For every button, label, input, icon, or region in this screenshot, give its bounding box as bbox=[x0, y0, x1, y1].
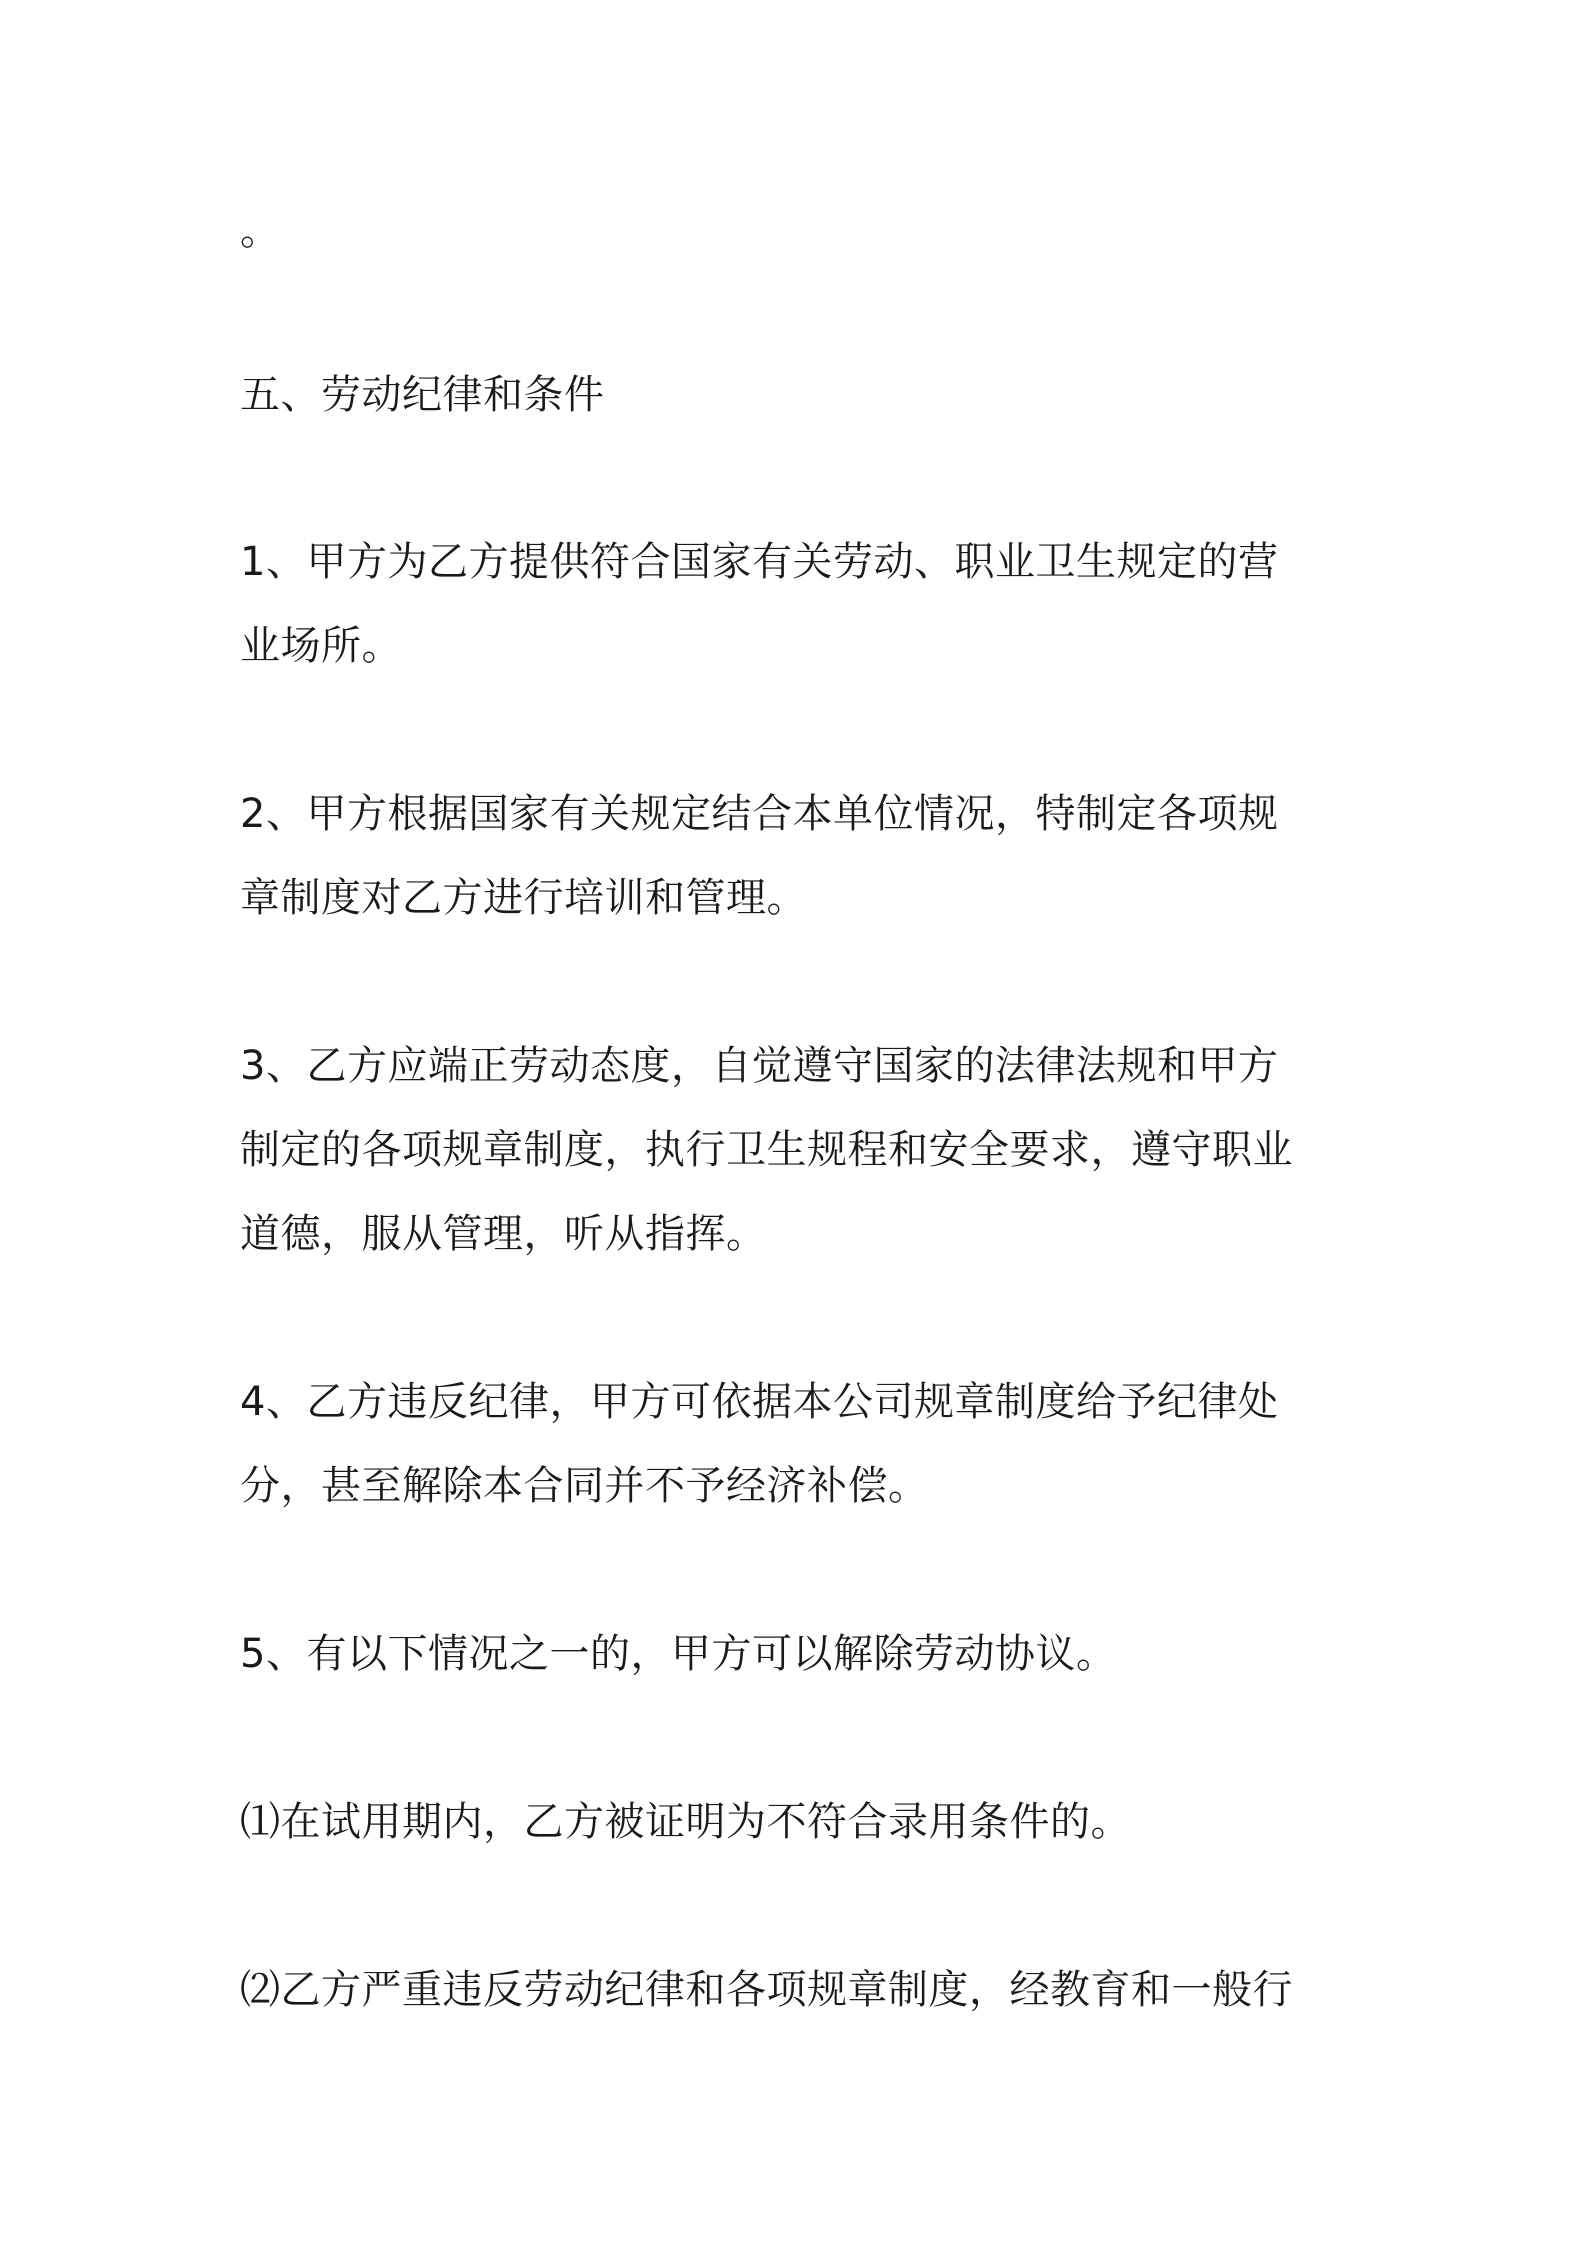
subclause-2-line-1: ⑵乙方严重违反劳动纪律和各项规章制度，经教育和一般行 bbox=[240, 1967, 1293, 2013]
section-heading: 五、劳动纪律和条件 bbox=[240, 372, 605, 418]
clause-5-line-1: 5、有以下情况之一的，甲方可以解除劳动协议。 bbox=[240, 1631, 1117, 1677]
clause-4-line-2: 分，甚至解除本合同并不予经济补偿。 bbox=[240, 1463, 929, 1509]
trailing-period: 。 bbox=[240, 208, 281, 254]
subclause-1-line-1: ⑴在试用期内，乙方被证明为不符合录用条件的。 bbox=[240, 1799, 1131, 1845]
clause-3-line-1: 3、乙方应端正劳动态度，自觉遵守国家的法律法规和甲方 bbox=[240, 1043, 1279, 1089]
clause-2-line-2: 章制度对乙方进行培训和管理。 bbox=[240, 875, 807, 921]
clause-1-line-2: 业场所。 bbox=[240, 623, 402, 669]
clause-3-line-2: 制定的各项规章制度，执行卫生规程和安全要求，遵守职业 bbox=[240, 1127, 1293, 1173]
clause-3-line-3: 道德，服从管理，听从指挥。 bbox=[240, 1211, 767, 1257]
clause-2-line-1: 2、甲方根据国家有关规定结合本单位情况，特制定各项规 bbox=[240, 791, 1279, 837]
clause-4-line-1: 4、乙方违反纪律，甲方可依据本公司规章制度给予纪律处 bbox=[240, 1379, 1279, 1425]
clause-1-line-1: 1、甲方为乙方提供符合国家有关劳动、职业卫生规定的营 bbox=[240, 539, 1279, 585]
